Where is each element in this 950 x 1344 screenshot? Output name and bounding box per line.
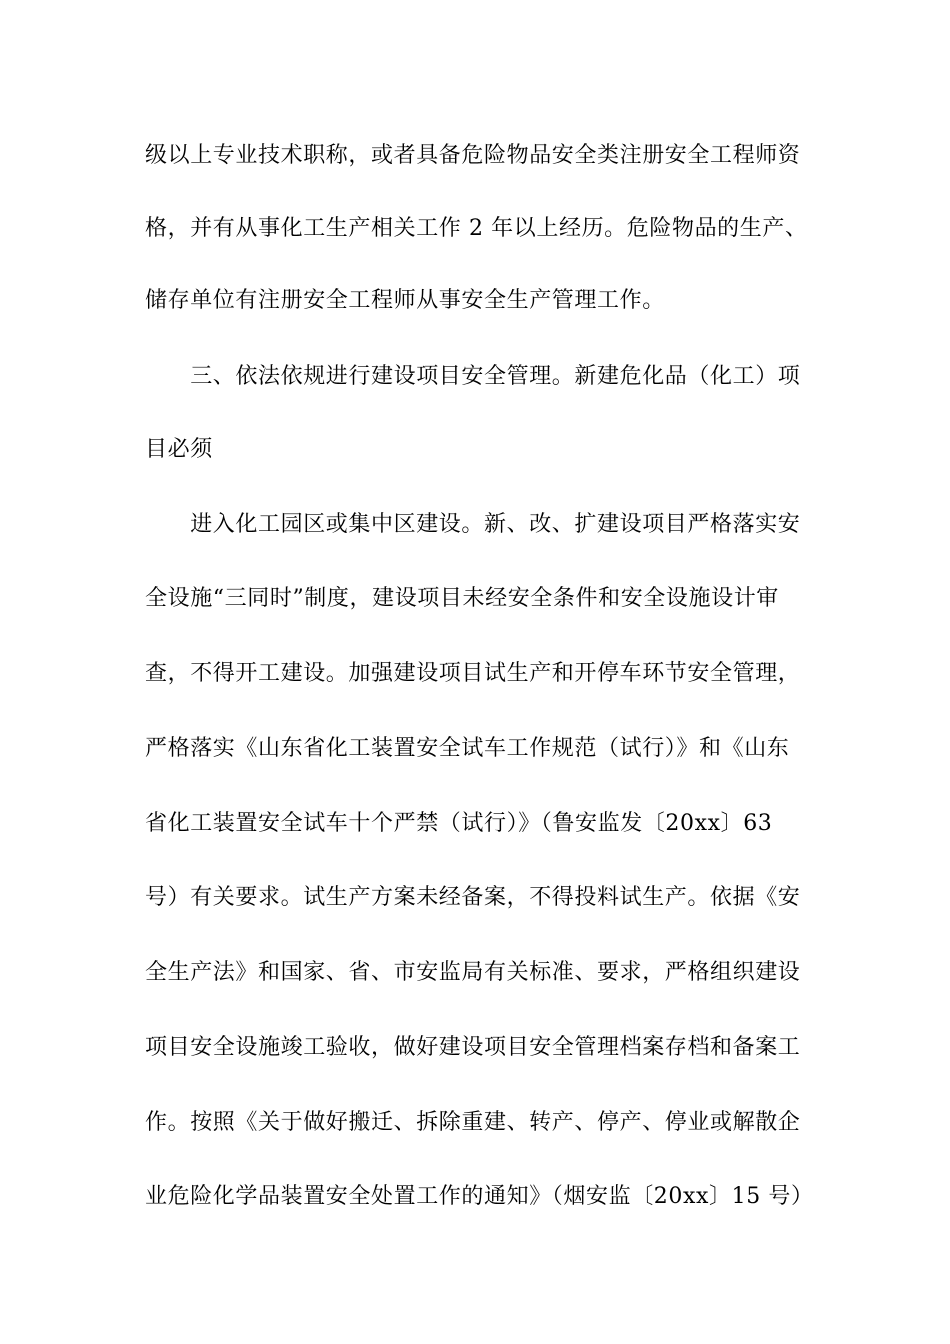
text-line: 全设施“三同时”制度，建设项目未经安全条件和安全设施设计审 <box>145 586 779 611</box>
text-line: 严格落实《山东省化工装置安全试车工作规范（试行）》和《山东 <box>145 736 790 761</box>
text-line: 查，不得开工建设。加强建设项目试生产和开停车环节安全管理， <box>145 661 801 686</box>
text-line: 格，并有从事化工生产相关工作 2 年以上经历。危险物品的生产、 <box>145 216 808 241</box>
text-line: 级以上专业技术职称，或者具备危险物品安全类注册安全工程师资 <box>145 143 801 168</box>
text-line: 储存单位有注册安全工程师从事安全生产管理工作。 <box>145 288 665 313</box>
text-line: 进入化工园区或集中区建设。新、改、扩建设项目严格落实安 <box>145 512 801 537</box>
text-line: 号）有关要求。试生产方案未经备案，不得投料试生产。依据《安 <box>145 885 801 910</box>
text-line: 作。按照《关于做好搬迁、拆除重建、转产、停产、停业或解散企 <box>145 1110 801 1135</box>
text-line: 业危险化学品装置安全处置工作的通知》（烟安监〔20xx〕15 号） <box>145 1184 814 1209</box>
text-line: 省化工装置安全试车十个严禁（试行）》（鲁安监发〔20xx〕63 <box>145 811 773 836</box>
text-line: 全生产法》和国家、省、市安监局有关标准、要求，严格组织建设 <box>145 960 801 985</box>
paragraph-heading-line: 三、依法依规进行建设项目安全管理。新建危化品（化工）项 <box>145 364 801 389</box>
text-line: 目必须 <box>145 437 213 462</box>
text-line: 项目安全设施竣工验收，做好建设项目安全管理档案存档和备案工 <box>145 1035 801 1060</box>
